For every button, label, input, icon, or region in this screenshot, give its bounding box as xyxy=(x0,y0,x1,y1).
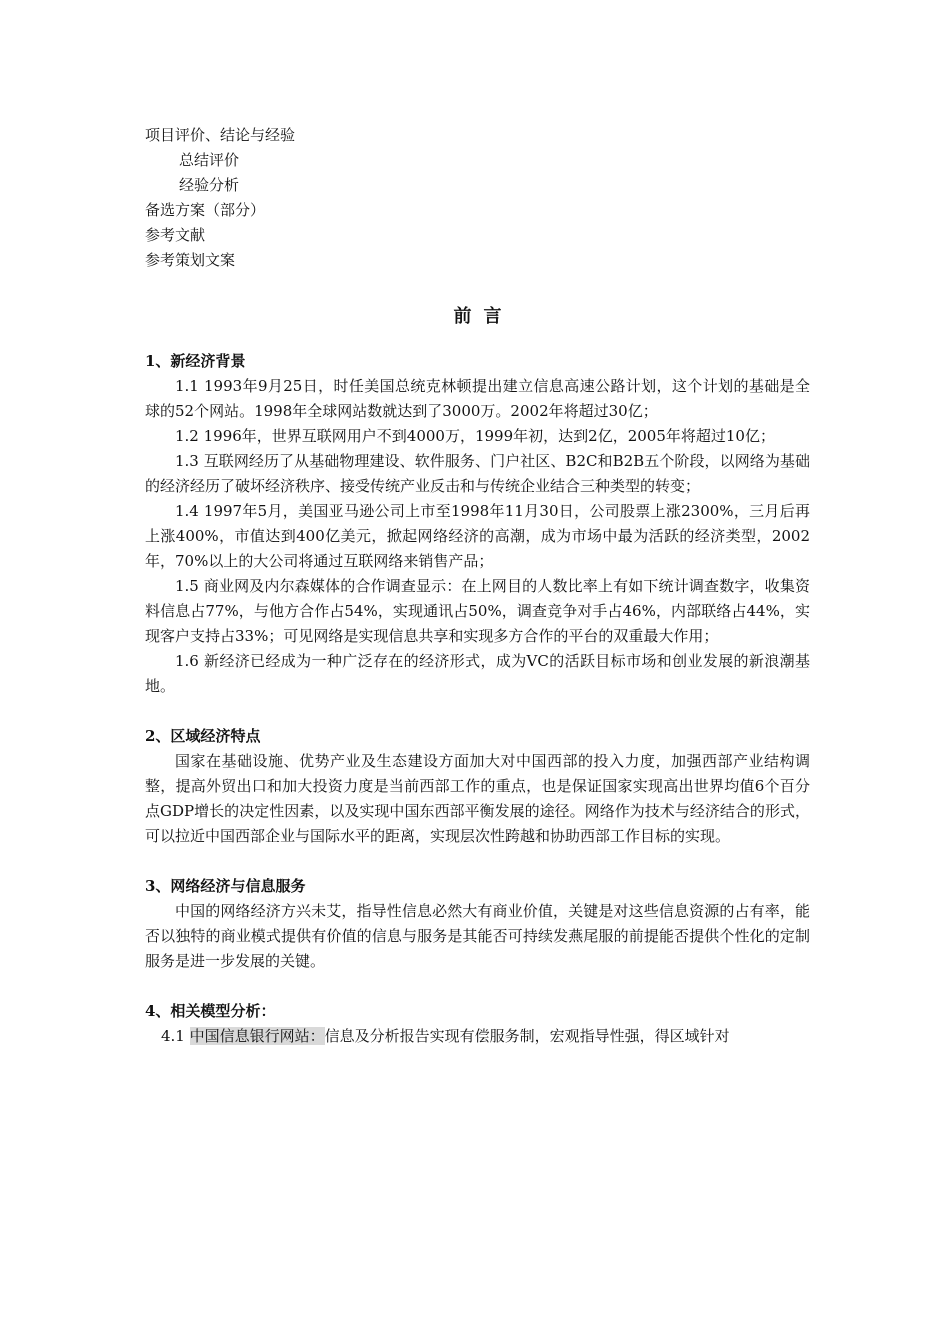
paragraph: 1.1 1993年9月25日，时任美国总统克林顿提出建立信息高速公路计划，这个计划的基础是全球的52个网站。1998年全球网站数就达到了3000万。2002年将超过30亿； xyxy=(145,377,810,420)
paragraph: 中国的网络经济方兴未艾，指导性信息必然大有商业价值，关键是对这些信息资源的占有率，能否以独特的商业模式提供有价值的信息与服务是其能否可持续发燕尾服的前提能否提供个性化的定制服务是进一步发展的关键。 xyxy=(145,902,810,970)
toc-item: 项目评价、结论与经验 xyxy=(145,126,296,144)
paragraph: 1.4 1997年5月，美国亚马逊公司上市至1998年11月30日，公司股票上涨2300%，三月后再上涨400%，市值达到400亿美元，掀起网络经济的高潮，成为市场中最为活跃的经济类型，2002年，70%以上的大公司将通过互联网络来销售产品； xyxy=(145,502,810,570)
section-heading: 2、区域经济特点 xyxy=(145,727,261,745)
toc-subitem: 总结评价 xyxy=(179,151,240,169)
toc-item: 备选方案（部分） xyxy=(145,201,266,219)
paragraph: 1.5 商业网及内尔森媒体的合作调查显示：在上网目的人数比率上有如下统计调查数字，收集资料信息占77%，与他方合作占54%，实现通讯占50%，调查竞争对手占46%，内部联络占44%，实现客户支持占33%；可见网络是实现信息共享和实现多方合作的平台的双重最大作用； xyxy=(145,577,810,645)
table-of-contents xyxy=(145,123,810,273)
paragraph xyxy=(145,1024,810,1049)
spacer xyxy=(145,974,810,999)
paragraph: 1.2 1996年，世界互联网用户不到4000万，1999年初，达到2亿，2005年将超过10亿； xyxy=(175,427,775,445)
section-model-analysis xyxy=(145,999,810,1049)
toc-item: 参考策划文案 xyxy=(145,251,236,269)
paragraph-text: 信息及分析报告实现有偿服务制，宏观指导性强，得区域针对 xyxy=(324,1027,730,1045)
toc-subitem: 经验分析 xyxy=(179,176,240,194)
preface-title: 前言 xyxy=(453,306,514,327)
paragraph: 1.6 新经济已经成为一种广泛存在的经济形式，成为VC的活跃目标市场和创业发展的新浪潮基地。 xyxy=(145,652,810,695)
spacer xyxy=(145,849,810,874)
section-new-economy xyxy=(145,349,810,699)
section-network-economy xyxy=(145,874,810,974)
paragraph: 1.3 互联网经历了从基础物理建设、软件服务、门户社区、B2C和B2B五个阶段，以网络为基础的经济经历了破坏经济秩序、接受传统产业反击和与传统企业结合三种类型的转变； xyxy=(145,452,810,495)
document-body xyxy=(145,123,810,1049)
section-heading: 1、新经济背景 xyxy=(145,352,246,370)
spacer xyxy=(145,699,810,724)
paragraph-number: 4.1 xyxy=(161,1027,190,1045)
section-heading: 4、相关模型分析： xyxy=(145,1002,276,1020)
section-regional-economy xyxy=(145,724,810,849)
highlighted-text: 中国信息银行网站： xyxy=(189,1027,325,1045)
toc-item: 参考文献 xyxy=(145,226,206,244)
paragraph: 国家在基础设施、优势产业及生态建设方面加大对中国西部的投入力度，加强西部产业结构调整，提高外贸出口和加大投资力度是当前西部工作的重点，也是保证国家实现高出世界均值6个百分点GDP增长的决定性因素，以及实现中国东西部平衡发展的途径。网络作为技术与经济结合的形式，可以拉近中国西部企业与国际水平的距离，实现层次性跨越和协助西部工作目标的实现。 xyxy=(145,752,810,845)
section-heading: 3、网络经济与信息服务 xyxy=(145,877,306,895)
